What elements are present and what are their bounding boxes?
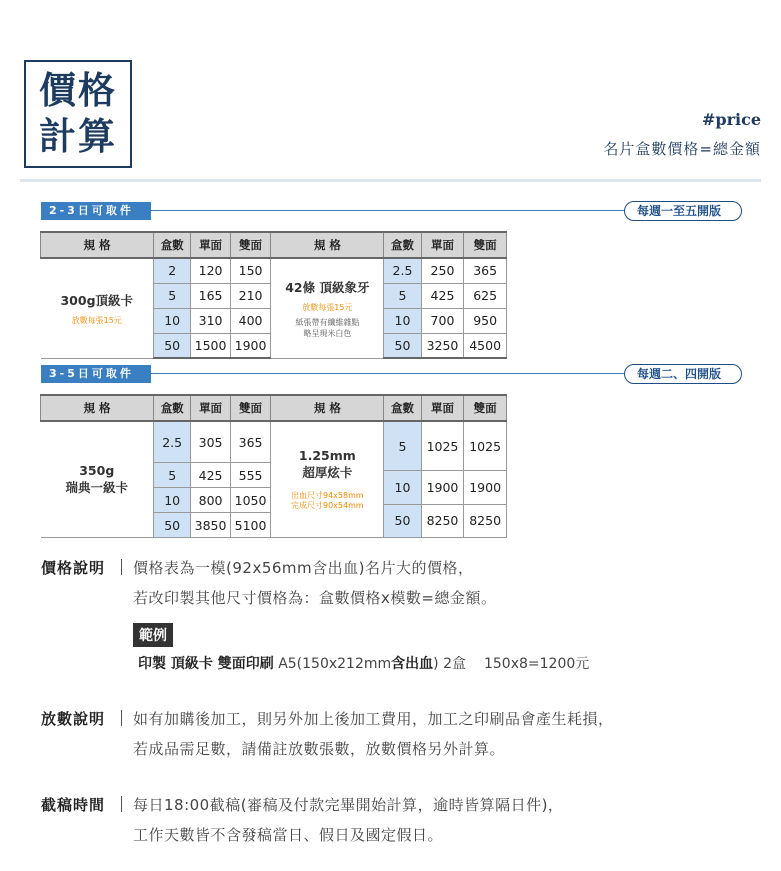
price-tag: #price: [701, 110, 761, 129]
example-calc: 150x8=1200元: [483, 656, 590, 672]
header-spec: 規 格: [41, 395, 154, 421]
page-title: [24, 60, 132, 168]
section-1-label: 2-3日可取件: [41, 202, 151, 220]
qty-cell: 50: [154, 333, 191, 358]
spec-note: 放數每張15元: [71, 315, 122, 325]
double-price: 1050: [230, 488, 271, 513]
header-qty: 盒數: [384, 232, 421, 258]
extra-explanation-label: 放數說明: [41, 710, 106, 728]
single-price: 800: [191, 488, 230, 513]
spec-cell: [271, 421, 384, 538]
header-spec: 規 格: [41, 232, 154, 258]
header-single: 單面: [191, 395, 230, 421]
price-explanation-label: 價格說明: [41, 559, 106, 577]
qty-cell: 50: [384, 333, 421, 358]
table-row: [41, 421, 507, 446]
double-price: 5100: [230, 513, 271, 538]
double-price: 365: [230, 421, 271, 463]
header-single: 單面: [421, 232, 464, 258]
double-price: 400: [230, 308, 271, 333]
spec-name: 42條 頂級象牙: [285, 279, 370, 295]
double-price: 555: [230, 463, 271, 488]
double-price: 1900: [230, 333, 271, 358]
single-price: 8250: [421, 504, 464, 537]
header-single: 單面: [421, 395, 464, 421]
double-price: 4500: [464, 333, 507, 358]
qty-cell: 10: [384, 471, 421, 504]
deadline-line-2: 工作天數皆不含發稿當日、假日及國定假日。: [133, 826, 444, 844]
example-size: A5(150x212mm: [273, 656, 392, 672]
spec-cell: [41, 258, 154, 358]
header-qty: 盒數: [384, 395, 421, 421]
double-price: 950: [464, 308, 507, 333]
example-qty: ) 2盒: [433, 656, 466, 672]
section-2-label: 3-5日可取件: [41, 365, 151, 383]
title-line-2: 計算: [39, 115, 117, 158]
extra-explanation-line-1: 如有加購後加工，則另外加上後加工費用，加工之印刷品會產生耗損，: [133, 710, 614, 728]
header-double: 雙面: [230, 232, 271, 258]
qty-cell: 10: [154, 488, 191, 513]
single-price: 120: [191, 258, 230, 283]
double-price: 210: [230, 283, 271, 308]
spec-note: [271, 491, 383, 511]
single-price: 700: [421, 308, 464, 333]
section-2-schedule: 每週二、四開版: [624, 364, 742, 384]
spec-name-line: 瑞典一級卡: [65, 480, 129, 496]
example-bleed: 含出血: [391, 656, 434, 672]
price-table-1: [40, 231, 507, 359]
single-price: 1025: [421, 421, 464, 471]
title-line-1: 價格: [39, 69, 117, 112]
header-spec: 規 格: [271, 395, 384, 421]
price-explanation-line-1: 價格表為一模(92x56mm含出血)名片大的價格，: [133, 559, 474, 577]
label-separator: [121, 796, 122, 812]
section-1-line: [151, 210, 625, 211]
double-price: 625: [464, 283, 507, 308]
spec-note-line: 出血尺寸94x58mm: [290, 491, 364, 501]
spec-name-line: 超厚炫卡: [302, 465, 353, 481]
qty-cell: 5: [384, 421, 421, 471]
qty-cell: 5: [154, 283, 191, 308]
single-price: 1900: [421, 471, 464, 504]
section-2-line: [151, 373, 625, 374]
example-product: 印製 頂級卡 雙面印刷: [138, 656, 274, 672]
double-price: 1900: [464, 471, 507, 504]
single-price: 3250: [421, 333, 464, 358]
double-price: 150: [230, 258, 271, 283]
header-spec: 規 格: [271, 232, 384, 258]
qty-cell: 2.5: [384, 258, 421, 283]
page-subtitle: 名片盒數價格=總金額: [603, 140, 761, 158]
example-text: [138, 653, 589, 673]
deadline-line-1: 每日18:00截稿(審稿及付款完畢開始計算，逾時皆算隔日件)，: [133, 796, 564, 814]
single-price: 305: [191, 421, 230, 463]
table-header-row: [41, 395, 507, 421]
qty-cell: 2.5: [154, 421, 191, 463]
section-1-schedule: 每週一至五開版: [624, 201, 742, 221]
double-price: 365: [464, 258, 507, 283]
spec-cell: [271, 258, 384, 358]
table-row: [41, 258, 507, 283]
spec-name-line: 1.25mm: [298, 448, 356, 464]
single-price: 310: [191, 308, 230, 333]
single-price: 165: [191, 283, 230, 308]
double-price: 1025: [464, 421, 507, 471]
price-explanation-line-2: 若改印製其他尺寸價格為：盒數價格x模數=總金額。: [133, 589, 497, 607]
extra-explanation-line-2: 若成品需足數，請備註放數張數，放數價格另外計算。: [133, 740, 506, 758]
spec-note-line: 完成尺寸90x54mm: [290, 501, 364, 511]
single-price: 425: [421, 283, 464, 308]
header-divider: [20, 179, 761, 182]
qty-cell: 10: [384, 308, 421, 333]
single-price: 1500: [191, 333, 230, 358]
header-qty: 盒數: [154, 395, 191, 421]
single-price: 425: [191, 463, 230, 488]
spec-note: 放數每張15元: [302, 302, 353, 312]
qty-cell: 10: [154, 308, 191, 333]
spec-note-line: 紙張帶有纖維雜點: [295, 317, 360, 327]
double-price: 8250: [464, 504, 507, 537]
header-double: 雙面: [464, 395, 507, 421]
header-single: 單面: [191, 232, 230, 258]
deadline-label: 截稿時間: [41, 796, 106, 814]
label-separator: [121, 559, 122, 575]
header-double: 雙面: [230, 395, 271, 421]
single-price: 3850: [191, 513, 230, 538]
price-table-2: [40, 394, 507, 538]
spec-name-line: 350g: [79, 463, 115, 479]
header-double: 雙面: [464, 232, 507, 258]
single-price: 250: [421, 258, 464, 283]
spec-name: 300g頂級卡: [60, 292, 134, 308]
label-separator: [121, 710, 122, 726]
qty-cell: 50: [154, 513, 191, 538]
qty-cell: 5: [384, 283, 421, 308]
qty-cell: 50: [384, 504, 421, 537]
example-badge: 範例: [133, 623, 173, 647]
spec-note-line: 略呈現米白色: [303, 328, 352, 338]
table-header-row: [41, 232, 507, 258]
spec-cell: [41, 421, 154, 538]
spec-note-detail: [271, 317, 383, 339]
header-qty: 盒數: [154, 232, 191, 258]
qty-cell: 2: [154, 258, 191, 283]
qty-cell: 5: [154, 463, 191, 488]
